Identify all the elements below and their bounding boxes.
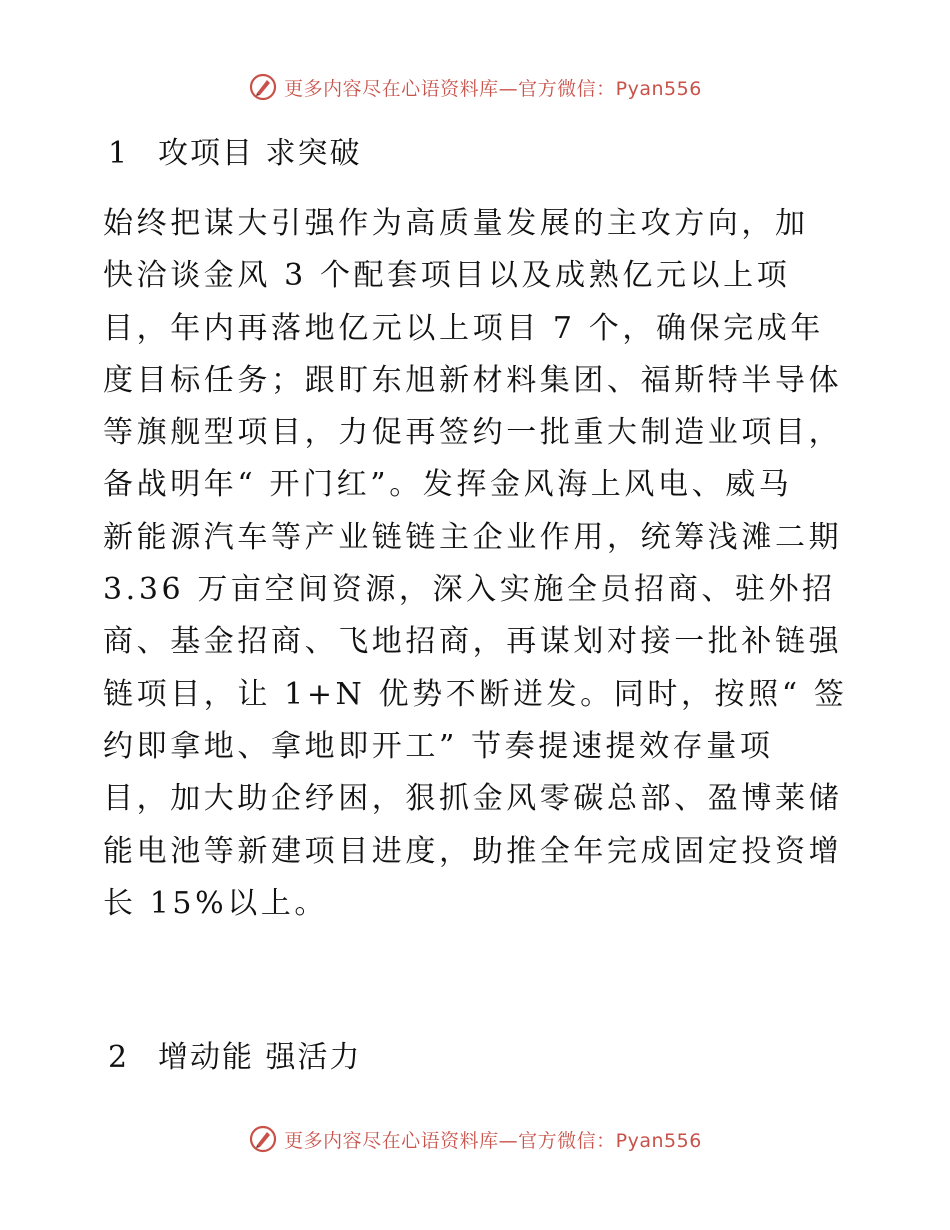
paragraph-line: 链项目，让 1+N 优势不断迸发。同时，按照“ 签 bbox=[103, 676, 848, 712]
paragraph-line: 始终把谋大引强作为高质量发展的主攻方向，加 bbox=[103, 206, 809, 241]
section-number: 1 bbox=[108, 136, 130, 171]
section-heading-2 bbox=[108, 1032, 362, 1076]
section-title: 增动能 强活力 bbox=[158, 1040, 362, 1075]
paragraph-line: 目，年内再落地亿元以上项目 7 个，确保完成年 bbox=[103, 310, 824, 346]
paragraph-line: 快洽谈金风 3 个配套项目以及成熟亿元以上项 bbox=[103, 258, 791, 294]
section-number: 2 bbox=[108, 1040, 130, 1075]
paragraph-line: 约即拿地、拿地即开工” 节奏提速提效存量项 bbox=[103, 728, 774, 764]
paragraph-line: 备战明年“ 开门红”。发挥金风海上风电、威马 bbox=[103, 467, 793, 503]
body-paragraph bbox=[103, 198, 863, 930]
watermark-text: 更多内容尽在心语资料库—官方微信：Pyan556 bbox=[284, 77, 702, 100]
paragraph-line: 长 15%以上。 bbox=[103, 885, 329, 921]
paragraph-line: 3.36 万亩空间资源，深入实施全员招商、驻外招 bbox=[103, 572, 836, 608]
pen-logo-icon bbox=[248, 72, 278, 102]
section-heading-1 bbox=[108, 128, 362, 172]
pen-logo-icon bbox=[248, 1124, 278, 1154]
header-watermark bbox=[0, 72, 950, 102]
paragraph-line: 能电池等新建项目进度，助推全年完成固定投资增 bbox=[103, 833, 843, 869]
paragraph-line: 度目标任务；跟盯东旭新材料集团、福斯特半导体 bbox=[103, 362, 843, 398]
paragraph-line: 商、基金招商、飞地招商，再谋划对接一批补链强 bbox=[103, 624, 843, 660]
footer-watermark bbox=[0, 1124, 950, 1154]
paragraph-line: 目，加大助企纾困，狠抓金风零碳总部、盈博莱储 bbox=[103, 781, 843, 817]
section-title: 攻项目 求突破 bbox=[158, 136, 362, 171]
watermark-text: 更多内容尽在心语资料库—官方微信：Pyan556 bbox=[284, 1129, 702, 1152]
paragraph-line: 等旗舰型项目，力促再签约一批重大制造业项目， bbox=[103, 415, 843, 451]
paragraph-line: 新能源汽车等产业链链主企业作用，统筹浅滩二期 bbox=[103, 519, 843, 555]
